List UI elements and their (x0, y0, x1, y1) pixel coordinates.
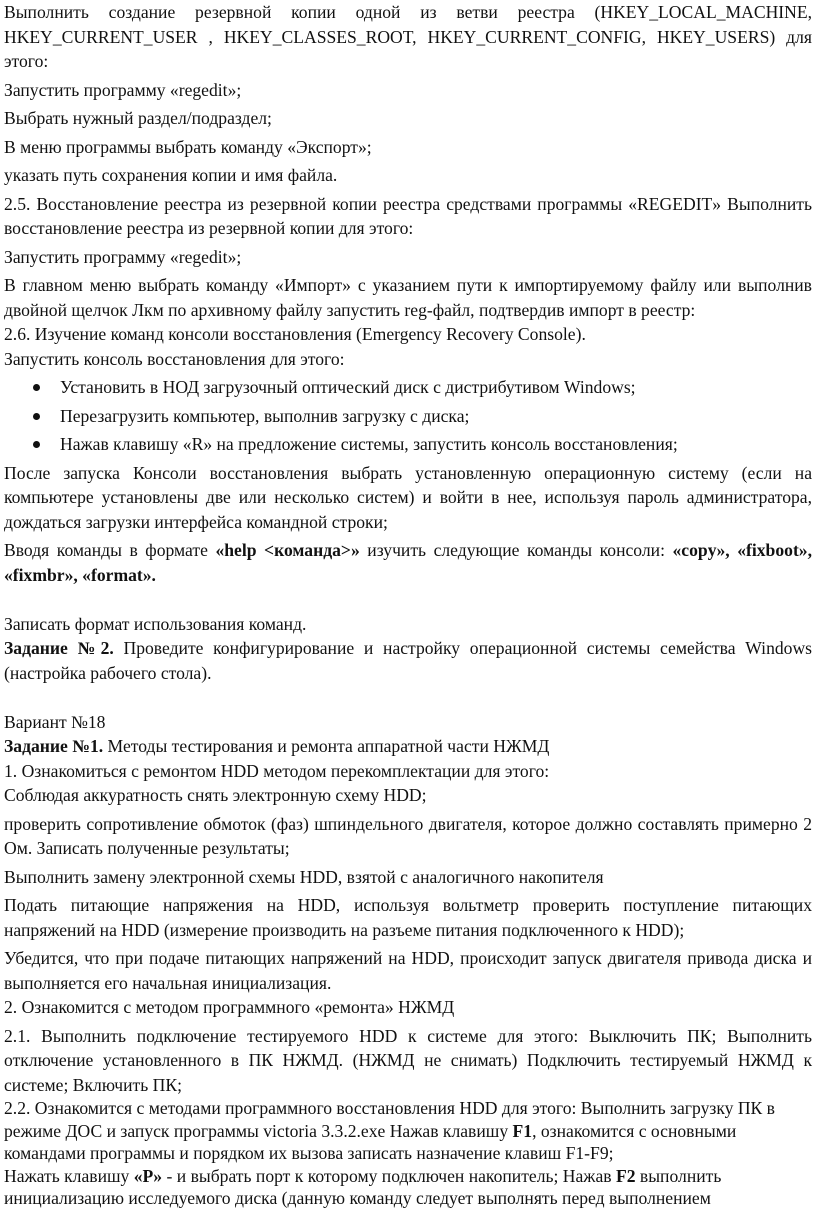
step-check-start: Убедится, что при подаче питающих напряжений на HDD, происходит запуск двигателя привода диска и выполняется его начальная инициализация. (4, 948, 812, 993)
paragraph-record-format: Записать формат использования команд. (4, 613, 307, 634)
paragraph-help-commands: Вводя команды в формате «help <команда>» изучить следующие команды консоли: «copy», «fixboot», «fixmbr», «format». (4, 540, 812, 585)
task-1-variant-18: Задание №1. Методы тестирования и ремонта аппаратной части НЖМД (4, 736, 550, 756)
step-hdd-repair: 1. Ознакомиться с ремонтом HDD методом перекомплектации для этого: (4, 760, 550, 781)
task-2: Задание №2. Проведите конфигурирование и настройку операционной системы семейства Windows (настройка рабочего стола). (4, 638, 813, 683)
list-item: Перезагрузить компьютер, выполнив загрузку с диска; (4, 404, 812, 429)
step-export: В меню программы выбрать команду «Экспорт»; (4, 136, 372, 157)
section-2-5: 2.5. Восстановление реестра из резервной копии реестра средствами программы «REGEDIT» Выполнить восстановление реестра из резервной копии для этого: (4, 193, 812, 238)
step-select-section: Выбрать нужный раздел/подраздел; (4, 108, 272, 128)
list-item: Нажав клавишу «R» на предложение системы, запустить консоль восстановления; (4, 432, 812, 457)
step-select-port: Нажать клавишу «P» - и выбрать порт к которому подключен накопитель; Нажав F2 выполнить инициализацию исследуемого диска (данную команду следует выполнять перед выполнением (4, 1165, 722, 1208)
section-2-6: 2.6. Изучение команд консоли восстановления (Emergency Recovery Console). (4, 324, 586, 344)
list-item: Установить в НОД загрузочный оптический диск с дистрибутивом Windows; (4, 375, 812, 400)
step-save-path: указать путь сохранения копии и имя файла. (4, 165, 338, 185)
section-2-1: 2.1. Выполнить подключение тестируемого HDD к системе для этого: Выключить ПК; Выполнить отключение установленного в ПК НЖМД. (НЖМД не снимать) Подключить тестируемый НЖМД к системе; Включить ПК; (4, 1025, 812, 1095)
variant-title: Вариант №18 (4, 711, 106, 732)
step-apply-voltage: Подать питающие напряжения на HDD, используя вольтметр проверить поступление питающих напряжений на HDD (измерение производить на разъеме питания подключенного к HDD); (4, 895, 812, 940)
step-run-console: Запустить консоль восстановления для этого: (4, 348, 345, 369)
step-run-regedit-2: Запустить программу «regedit»; (4, 246, 242, 267)
bullet-icon (33, 384, 40, 391)
bullet-icon (33, 441, 40, 448)
step-check-resistance: проверить сопротивление обмоток (фаз) шпиндельного двигателя, которое должно составлять примерно 2 Ом. Записать полученные результаты; (4, 813, 812, 858)
section-2-2: 2.2. Ознакомится с методами программного восстановления HDD для этого: Выполнить загрузку ПК в режиме ДОС и запуск программы victoria 3.3.2.exe Нажав клавишу F1, ознакомится с основными командами программы и порядком их вызова записать назначение клавиш F1-F9; (4, 1098, 775, 1163)
paragraph-after-console: После запуска Консоли восстановления выбрать установленную операционную систему (если на компьютере установлены две или несколько систем) и войти в нее, используя пароль администратора, дождаться загрузки интерфейса командной строки; (4, 462, 812, 532)
paragraph-backup-task: Выполнить создание резервной копии одной из ветви реестра (HKEY_LOCAL_MACHINE, HKEY_CURRENT_USER , HKEY_CLASSES_ROOT, HKEY_CURRENT_CONFIG, HKEY_USERS) для этого: (4, 2, 812, 71)
step-import: В главном меню выбрать команду «Импорт» с указанием пути к импортируемому файлу или выполнив двойной щелчок Лкм по архивному файлу запустить reg-файл, подтвердив импорт в реестр: (4, 275, 812, 320)
spacer (4, 587, 812, 612)
bullet-list (4, 375, 812, 457)
step-run-regedit: Запустить программу «regedit»; (4, 79, 242, 100)
bullet-icon (33, 413, 40, 420)
spacer (4, 685, 812, 710)
section-software-repair: 2. Ознакомится с методом программного «ремонта» НЖМД (4, 997, 455, 1017)
step-remove-board: Соблюдая аккуратность снять электронную схему HDD; (4, 785, 427, 805)
step-replace-board: Выполнить замену электронной схемы HDD, взятой с аналогичного накопителя (4, 866, 604, 887)
